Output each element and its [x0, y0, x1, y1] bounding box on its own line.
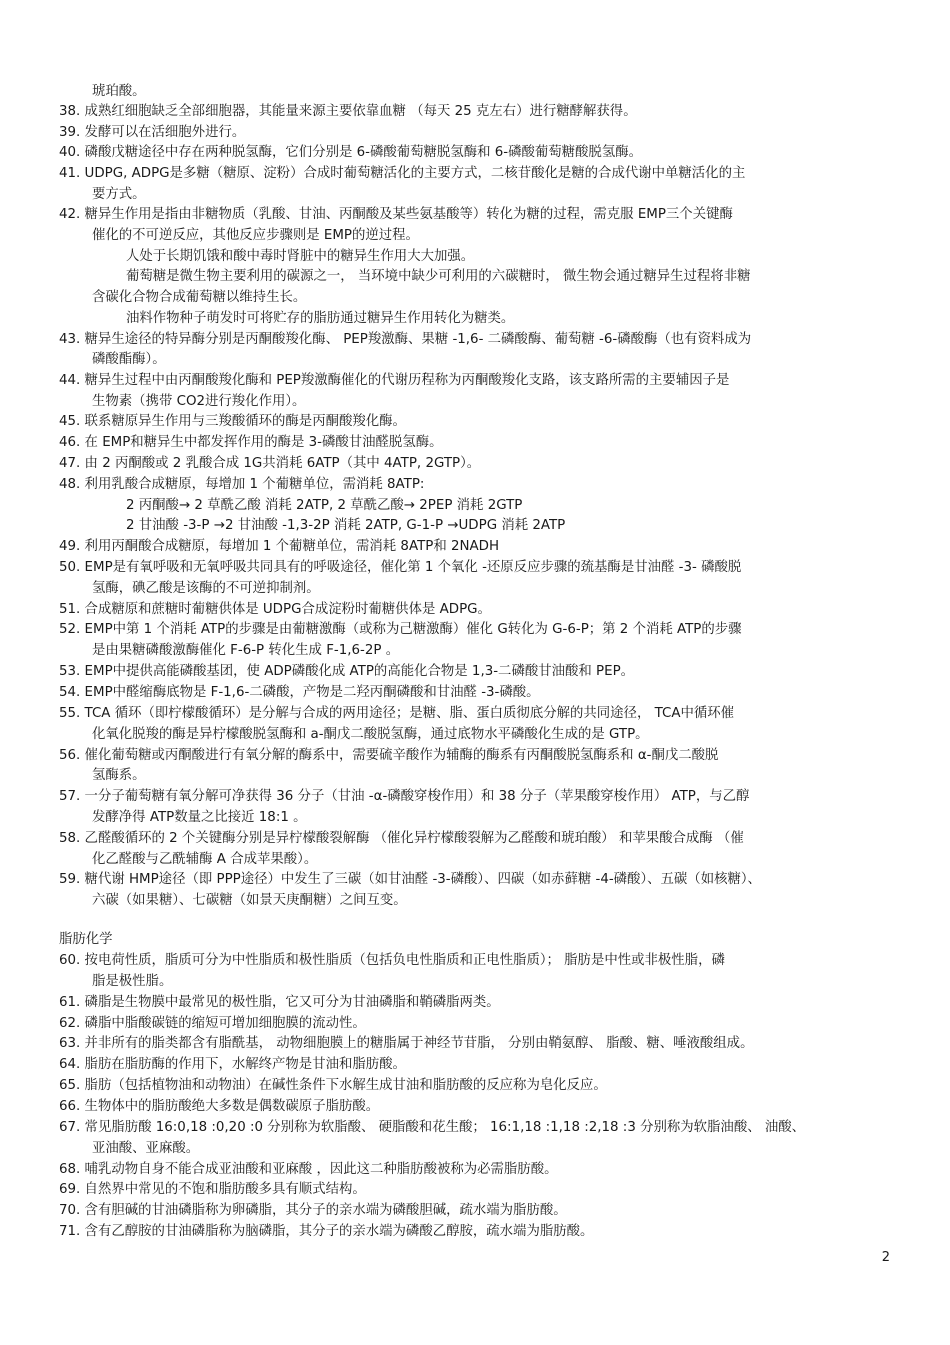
text-line: 生物素（携带 CO2进行羧化作用）。 — [92, 394, 306, 409]
text-line: 38. 成熟红细胞缺乏全部细胞器，其能量来源主要依靠血糖 （每天 25 克左右）进行糖酵解获得。 — [59, 104, 637, 119]
text-line: 60. 按电荷性质，脂质可分为中性脂质和极性脂质（包括负电性脂质和正电性脂质）； 脂肪是中性或非极性脂，磷 — [59, 953, 725, 968]
text-line: 63. 并非所有的脂类都含有脂酰基， 动物细胞膜上的糖脂属于神经节苷脂， 分别由鞘氨醇、 脂酸、糖、唾液酸组成。 — [59, 1036, 754, 1051]
text-line: 2 丙酮酸→ 2 草酰乙酸 消耗 2ATP, 2 草酰乙酸→ 2PEP 消耗 2GTP — [126, 498, 523, 513]
text-line: 氢酶系。 — [92, 768, 146, 783]
text-line: 是由果糖磷酸激酶催化 F-6-P 转化生成 F-1,6-2P 。 — [92, 643, 400, 658]
text-line: 64. 脂肪在脂肪酶的作用下，水解终产物是甘油和脂肪酸。 — [59, 1057, 406, 1072]
text-line: 49. 利用丙酮酸合成糖原，每增加 1 个葡糖单位，需消耗 8ATP和 2NADH — [59, 539, 500, 554]
text-line: 67. 常见脂肪酸 16:0,18 :0,20 :0 分别称为软脂酸、 硬脂酸和花生酸； 16:1,18 :1,18 :2,18 :3 分别称为软脂油酸、 油酸、 — [59, 1120, 806, 1135]
text-line: 53. EMP中提供高能磷酸基团，使 ADP磷酸化成 ATP的高能化合物是 1,3-二磷酸甘油酸和 PEP。 — [59, 664, 635, 679]
text-line: 55. TCA 循环（即柠檬酸循环）是分解与合成的两用途径；是糖、脂、蛋白质彻底分解的共同途径， TCA中循环催 — [59, 706, 735, 721]
text-line: 71. 含有乙醇胺的甘油磷脂称为脑磷脂，其分子的亲水端为磷酸乙醇胺，疏水端为脂肪酸。 — [59, 1224, 594, 1239]
text-line: 65. 脂肪（包括植物油和动物油）在碱性条件下水解生成甘油和脂肪酸的反应称为皂化反应。 — [59, 1078, 607, 1093]
text-line: 46. 在 EMP和糖异生中都发挥作用的酶是 3-磷酸甘油醛脱氢酶。 — [59, 435, 443, 450]
text-line: 磷酸酯酶）。 — [92, 352, 166, 367]
text-line: 41. UDPG, ADPG是多糖（糖原、淀粉）合成时葡萄糖活化的主要方式，二核苷酸化是糖的合成代谢中单糖活化的主 — [59, 166, 746, 181]
text-line: 52. EMP中第 1 个消耗 ATP的步骤是由葡糖激酶（或称为己糖激酶）催化 G转化为 G-6-P；第 2 个消耗 ATP的步骤 — [59, 622, 742, 637]
text-line: 化乙醛酸与乙酰辅酶 A 合成苹果酸）。 — [92, 852, 318, 867]
text-line: 氢酶，碘乙酸是该酶的不可逆抑制剂。 — [92, 581, 320, 596]
text-line: 56. 催化葡萄糖或丙酮酸进行有氧分解的酶系中，需要硫辛酸作为辅酶的酶系有丙酮酸脱氢酶系和 α-酮戊二酸脱 — [59, 748, 719, 763]
text-line: 57. 一分子葡萄糖有氧分解可净获得 36 分子（甘油 -α-磷酸穿梭作用）和 38 分子（苹果酸穿梭作用） ATP，与乙醇 — [59, 789, 750, 804]
text-line: 69. 自然界中常见的不饱和脂肪酸多具有顺式结构。 — [59, 1182, 366, 1197]
text-line: 人处于长期饥饿和酸中毒时肾脏中的糖异生作用大大加强。 — [126, 249, 475, 264]
text-line: 发酵净得 ATP数量之比接近 18:1 。 — [92, 810, 307, 825]
text-line: 催化的不可逆反应，其他反应步骤则是 EMP的逆过程。 — [92, 228, 419, 243]
text-line: 脂肪化学 — [59, 932, 113, 947]
text-line: 42. 糖异生作用是指由非糖物质（乳酸、甘油、丙酮酸及某些氨基酸等）转化为糖的过程，需克服 EMP三个关键酶 — [59, 207, 733, 222]
text-line: 化氧化脱羧的酶是异柠檬酸脱氢酶和 a-酮戊二酸脱氢酶，通过底物水平磷酸化生成的是 GTP。 — [92, 727, 649, 742]
text-line: 39. 发酵可以在活细胞外进行。 — [59, 125, 246, 140]
text-line: 琥珀酸。 — [92, 84, 146, 99]
text-line: 47. 由 2 丙酮酸或 2 乳酸合成 1G共消耗 6ATP（其中 4ATP, 2GTP）。 — [59, 456, 481, 471]
text-line: 40. 磷酸戊糖途径中存在两种脱氢酶，它们分别是 6-磷酸葡萄糖脱氢酶和 6-磷酸葡萄糖酸脱氢酶。 — [59, 145, 642, 160]
text-line: 66. 生物体中的脂肪酸绝大多数是偶数碳原子脂肪酸。 — [59, 1099, 380, 1114]
text-line: 45. 联系糖原异生作用与三羧酸循环的酶是丙酮酸羧化酶。 — [59, 414, 406, 429]
text-line: 44. 糖异生过程中由丙酮酸羧化酶和 PEP羧激酶催化的代谢历程称为丙酮酸羧化支路，该支路所需的主要辅因子是 — [59, 373, 730, 388]
text-line: 脂是极性脂。 — [92, 974, 173, 989]
text-line: 亚油酸、亚麻酸。 — [92, 1141, 200, 1156]
text-line: 54. EMP中醛缩酶底物是 F-1,6-二磷酸，产物是二羟丙酮磷酸和甘油醛 -3-磷酸。 — [59, 685, 540, 700]
text-line: 油料作物种子萌发时可将贮存的脂肪通过糖异生作用转化为糖类。 — [126, 311, 515, 326]
text-line: 59. 糖代谢 HMP途径（即 PPP途径）中发生了三碳（如甘油醛 -3-磷酸）、四碳（如赤藓糖 -4-磷酸）、五碳（如核糖）、 — [59, 872, 761, 887]
text-line: 48. 利用乳酸合成糖原，每增加 1 个葡糖单位，需消耗 8ATP: — [59, 477, 425, 492]
text-line: 58. 乙醛酸循环的 2 个关键酶分别是异柠檬酸裂解酶 （催化异柠檬酸裂解为乙醛酸和琥珀酸） 和苹果酸合成酶 （催 — [59, 831, 744, 846]
text-line: 要方式。 — [92, 187, 146, 202]
text-line: 62. 磷脂中脂酸碳链的缩短可增加细胞膜的流动性。 — [59, 1016, 366, 1031]
text-line: 含碳化合物合成葡萄糖以维持生长。 — [92, 290, 307, 305]
text-line: 51. 合成糖原和蔗糖时葡糖供体是 UDPG合成淀粉时葡糖供体是 ADPG。 — [59, 602, 491, 617]
text-line: 68. 哺乳动物自身不能合成亚油酸和亚麻酸 ，因此这二种脂肪酸被称为必需脂肪酸。 — [59, 1162, 558, 1177]
text-line: 2 甘油酸 -3-P →2 甘油酸 -1,3-2P 消耗 2ATP, G-1-P →UDPG 消耗 2ATP — [126, 518, 566, 533]
text-line: 61. 磷脂是生物膜中最常见的极性脂，它又可分为甘油磷脂和鞘磷脂两类。 — [59, 995, 500, 1010]
text-line: 葡萄糖是微生物主要利用的碳源之一， 当环境中缺少可利用的六碳糖时， 微生物会通过糖异生过程将非糖 — [126, 269, 751, 284]
text-line: 70. 含有胆碱的甘油磷脂称为卵磷脂，其分子的亲水端为磷酸胆碱，疏水端为脂肪酸。 — [59, 1203, 567, 1218]
text-line: 50. EMP是有氧呼吸和无氧呼吸共同具有的呼吸途径，催化第 1 个氧化 -还原反应步骤的巯基酶是甘油醛 -3- 磷酸脱 — [59, 560, 742, 575]
text-line: 六碳（如果糖）、七碳糖（如景天庚酮糖）之间互变。 — [92, 893, 407, 908]
text-line: 43. 糖异生途径的特异酶分别是丙酮酸羧化酶、 PEP羧激酶、果糖 -1,6- 二磷酸酶、葡萄糖 -6-磷酸酶（也有资料成为 — [59, 332, 752, 347]
page-number: 2 — [881, 1250, 890, 1265]
